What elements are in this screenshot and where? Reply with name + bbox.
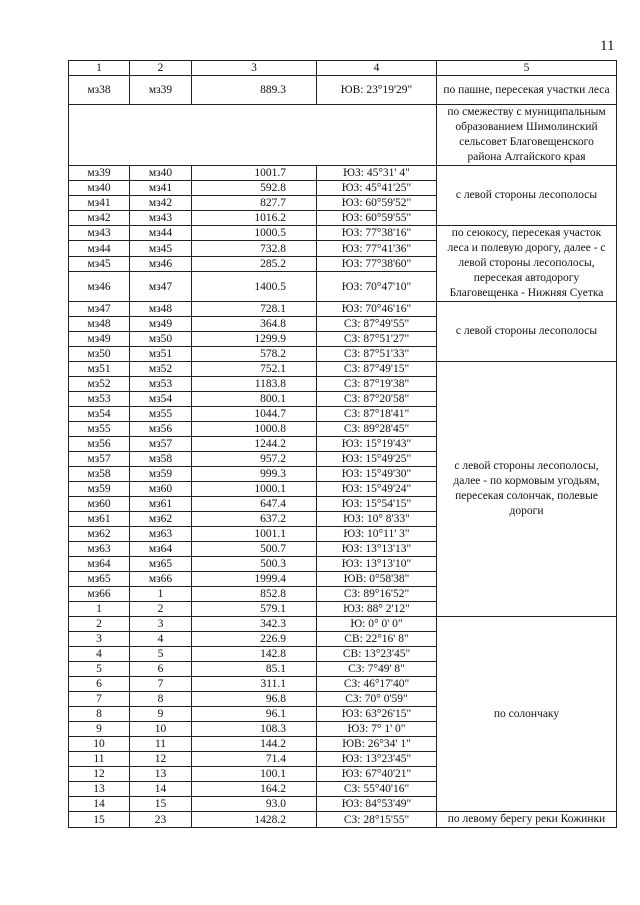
length-cell: 96.8: [192, 692, 317, 707]
to-point: 7: [130, 677, 192, 692]
from-point: мз42: [69, 211, 130, 226]
to-point: мз54: [130, 392, 192, 407]
to-point: мз53: [130, 377, 192, 392]
from-point: мз64: [69, 557, 130, 572]
from-point: мз38: [69, 76, 130, 105]
from-point: 6: [69, 677, 130, 692]
description-cell: по сеюкосу, пересекая участок леса и полевую дорогу, далее - с левой стороны лесополосы, пересекая автодорогу Благовещенка - Нижняя Суетка: [437, 226, 617, 302]
to-point: 2: [130, 602, 192, 617]
length-cell: 852.8: [192, 587, 317, 602]
to-point: 3: [130, 617, 192, 632]
description-cell: с левой стороны лесополосы, далее - по кормовым угодьям, пересекая солончак, полевые дороги: [437, 362, 617, 617]
description-cell: с левой стороны лесополосы: [437, 166, 617, 226]
direction-cell: ЮЗ: 60°59'52": [317, 196, 437, 211]
to-point: мз47: [130, 272, 192, 302]
from-point: мз44: [69, 241, 130, 256]
from-point: мз39: [69, 166, 130, 181]
to-point: мз59: [130, 467, 192, 482]
table-row: [69, 226, 617, 241]
direction-cell: ЮЗ: 15°19'43": [317, 437, 437, 452]
length-cell: 108.3: [192, 722, 317, 737]
direction-cell: СЗ: 55°40'16": [317, 782, 437, 797]
from-point: 8: [69, 707, 130, 722]
from-point: мз45: [69, 256, 130, 271]
direction-cell: ЮЗ: 13°23'45": [317, 752, 437, 767]
length-cell: 100.1: [192, 767, 317, 782]
from-point: 1: [69, 602, 130, 617]
length-cell: 96.1: [192, 707, 317, 722]
to-point: 10: [130, 722, 192, 737]
from-point: мз60: [69, 497, 130, 512]
from-point: 2: [69, 617, 130, 632]
to-point: мз46: [130, 256, 192, 271]
from-point: 7: [69, 692, 130, 707]
from-point: 13: [69, 782, 130, 797]
from-point: мз50: [69, 347, 130, 362]
length-cell: 1183.8: [192, 377, 317, 392]
from-point: мз46: [69, 272, 130, 302]
direction-cell: ЮЗ: 10°11' 3": [317, 527, 437, 542]
header-cell: 1: [69, 61, 130, 76]
to-point: мз44: [130, 226, 192, 241]
direction-cell: ЮЗ: 60°59'55": [317, 211, 437, 226]
direction-cell: СЗ: 46°17'40": [317, 677, 437, 692]
to-point: мз45: [130, 241, 192, 256]
length-cell: 311.1: [192, 677, 317, 692]
from-point: 4: [69, 647, 130, 662]
to-point: мз52: [130, 362, 192, 377]
table-row: [69, 617, 617, 632]
from-point: мз52: [69, 377, 130, 392]
length-cell: 957.2: [192, 452, 317, 467]
length-cell: 226.9: [192, 632, 317, 647]
length-cell: 93.0: [192, 797, 317, 812]
table-row: [69, 362, 617, 377]
direction-cell: ЮВ: 23°19'29": [317, 76, 437, 105]
direction-cell: СЗ: 87°18'41": [317, 407, 437, 422]
direction-cell: СЗ: 87°49'15": [317, 362, 437, 377]
direction-cell: СЗ: 70° 0'59": [317, 692, 437, 707]
merged-note-row: [69, 105, 617, 166]
from-point: 5: [69, 662, 130, 677]
direction-cell: ЮЗ: 88° 2'12": [317, 602, 437, 617]
length-cell: 752.1: [192, 362, 317, 377]
to-point: 6: [130, 662, 192, 677]
direction-cell: ЮЗ: 15°49'24": [317, 482, 437, 497]
from-point: 10: [69, 737, 130, 752]
from-point: мз66: [69, 587, 130, 602]
direction-cell: ЮЗ: 15°49'25": [317, 452, 437, 467]
length-cell: 999.3: [192, 467, 317, 482]
length-cell: 364.8: [192, 317, 317, 332]
length-cell: 800.1: [192, 392, 317, 407]
table-row: [69, 302, 617, 317]
direction-cell: СЗ: 87°20'58": [317, 392, 437, 407]
direction-cell: ЮЗ: 7° 1' 0": [317, 722, 437, 737]
to-point: мз43: [130, 211, 192, 226]
length-cell: 85.1: [192, 662, 317, 677]
to-point: 13: [130, 767, 192, 782]
direction-cell: ЮЗ: 45°41'25": [317, 181, 437, 196]
from-point: мз40: [69, 181, 130, 196]
direction-cell: ЮЗ: 13°13'13": [317, 542, 437, 557]
length-cell: 1999.4: [192, 572, 317, 587]
to-point: мз61: [130, 497, 192, 512]
header-cell: 2: [130, 61, 192, 76]
direction-cell: ЮЗ: 10° 8'33": [317, 512, 437, 527]
direction-cell: СЗ: 87°19'38": [317, 377, 437, 392]
direction-cell: СЗ: 89°28'45": [317, 422, 437, 437]
from-point: 15: [69, 812, 130, 828]
to-point: 1: [130, 587, 192, 602]
to-point: 5: [130, 647, 192, 662]
table-row: [69, 812, 617, 828]
direction-cell: ЮВ: 26°34' 1": [317, 737, 437, 752]
to-point: мз41: [130, 181, 192, 196]
length-cell: 285.2: [192, 256, 317, 271]
from-point: мз54: [69, 407, 130, 422]
boundary-table: [68, 60, 617, 828]
length-cell: 142.8: [192, 647, 317, 662]
length-cell: 728.1: [192, 302, 317, 317]
direction-cell: ЮЗ: 67°40'21": [317, 767, 437, 782]
to-point: мз40: [130, 166, 192, 181]
to-point: 23: [130, 812, 192, 828]
from-point: 3: [69, 632, 130, 647]
direction-cell: СЗ: 89°16'52": [317, 587, 437, 602]
direction-cell: ЮВ: 0°58'38": [317, 572, 437, 587]
length-cell: 1044.7: [192, 407, 317, 422]
from-point: мз49: [69, 332, 130, 347]
to-point: мз62: [130, 512, 192, 527]
direction-cell: ЮЗ: 70°46'16": [317, 302, 437, 317]
length-cell: 164.2: [192, 782, 317, 797]
direction-cell: ЮЗ: 70°47'10": [317, 272, 437, 302]
to-point: мз58: [130, 452, 192, 467]
to-point: 14: [130, 782, 192, 797]
length-cell: 827.7: [192, 196, 317, 211]
from-point: мз56: [69, 437, 130, 452]
to-point: мз48: [130, 302, 192, 317]
to-point: мз64: [130, 542, 192, 557]
length-cell: 647.4: [192, 497, 317, 512]
description-cell: по пашне, пересекая участки леса: [437, 76, 617, 105]
to-point: мз66: [130, 572, 192, 587]
to-point: 4: [130, 632, 192, 647]
direction-cell: ЮЗ: 77°38'16": [317, 226, 437, 241]
length-cell: 1016.2: [192, 211, 317, 226]
length-cell: 592.8: [192, 181, 317, 196]
from-point: мз65: [69, 572, 130, 587]
header-cell: 3: [192, 61, 317, 76]
to-point: мз51: [130, 347, 192, 362]
direction-cell: ЮЗ: 63°26'15": [317, 707, 437, 722]
length-cell: 637.2: [192, 512, 317, 527]
length-cell: 1400.5: [192, 272, 317, 302]
table-row: [69, 166, 617, 181]
to-point: 9: [130, 707, 192, 722]
direction-cell: СВ: 22°16' 8": [317, 632, 437, 647]
description-cell: по левому берегу реки Кожинки: [437, 812, 617, 828]
length-cell: 1000.5: [192, 226, 317, 241]
direction-cell: ЮЗ: 15°54'15": [317, 497, 437, 512]
to-point: мз63: [130, 527, 192, 542]
length-cell: 500.7: [192, 542, 317, 557]
direction-cell: СЗ: 87°51'27": [317, 332, 437, 347]
direction-cell: СЗ: 87°49'55": [317, 317, 437, 332]
page-number: 11: [600, 38, 615, 54]
length-cell: 732.8: [192, 241, 317, 256]
header-cell: 4: [317, 61, 437, 76]
direction-cell: СЗ: 7°49' 8": [317, 662, 437, 677]
description-cell: по солончаку: [437, 617, 617, 812]
from-point: 12: [69, 767, 130, 782]
length-cell: 578.2: [192, 347, 317, 362]
table-row: [69, 76, 617, 105]
header-row: [69, 61, 617, 76]
header-cell: 5: [437, 61, 617, 76]
direction-cell: ЮЗ: 45°31' 4": [317, 166, 437, 181]
to-point: мз49: [130, 317, 192, 332]
length-cell: 1001.7: [192, 166, 317, 181]
to-point: мз50: [130, 332, 192, 347]
direction-cell: СВ: 13°23'45": [317, 647, 437, 662]
from-point: 9: [69, 722, 130, 737]
direction-cell: ЮЗ: 84°53'49": [317, 797, 437, 812]
length-cell: 500.3: [192, 557, 317, 572]
length-cell: 1299.9: [192, 332, 317, 347]
length-cell: 1000.1: [192, 482, 317, 497]
direction-cell: СЗ: 28°15'55": [317, 812, 437, 828]
from-point: мз57: [69, 452, 130, 467]
to-point: 12: [130, 752, 192, 767]
from-point: 11: [69, 752, 130, 767]
direction-cell: ЮЗ: 77°41'36": [317, 241, 437, 256]
direction-cell: ЮЗ: 77°38'60": [317, 256, 437, 271]
from-point: мз48: [69, 317, 130, 332]
length-cell: 579.1: [192, 602, 317, 617]
to-point: мз55: [130, 407, 192, 422]
merged-note: по смежеству с муниципальным образованием Шимолинский сельсовет Благовещенского района Алтайского края: [437, 105, 617, 166]
length-cell: 342.3: [192, 617, 317, 632]
length-cell: 1001.1: [192, 527, 317, 542]
from-point: мз55: [69, 422, 130, 437]
direction-cell: СЗ: 87°51'33": [317, 347, 437, 362]
to-point: мз57: [130, 437, 192, 452]
to-point: 11: [130, 737, 192, 752]
to-point: мз39: [130, 76, 192, 105]
to-point: мз65: [130, 557, 192, 572]
from-point: мз47: [69, 302, 130, 317]
to-point: мз60: [130, 482, 192, 497]
direction-cell: ЮЗ: 13°13'10": [317, 557, 437, 572]
length-cell: 1244.2: [192, 437, 317, 452]
from-point: мз53: [69, 392, 130, 407]
from-point: мз62: [69, 527, 130, 542]
from-point: мз43: [69, 226, 130, 241]
from-point: мз63: [69, 542, 130, 557]
from-point: мз58: [69, 467, 130, 482]
length-cell: 144.2: [192, 737, 317, 752]
length-cell: 1428.2: [192, 812, 317, 828]
empty-merged-cell: [69, 105, 437, 166]
from-point: мз41: [69, 196, 130, 211]
length-cell: 889.3: [192, 76, 317, 105]
from-point: мз61: [69, 512, 130, 527]
to-point: мз56: [130, 422, 192, 437]
direction-cell: Ю: 0° 0' 0": [317, 617, 437, 632]
from-point: мз51: [69, 362, 130, 377]
to-point: 15: [130, 797, 192, 812]
from-point: мз59: [69, 482, 130, 497]
direction-cell: ЮЗ: 15°49'30": [317, 467, 437, 482]
length-cell: 71.4: [192, 752, 317, 767]
description-cell: с левой стороны лесополосы: [437, 302, 617, 362]
to-point: мз42: [130, 196, 192, 211]
to-point: 8: [130, 692, 192, 707]
from-point: 14: [69, 797, 130, 812]
length-cell: 1000.8: [192, 422, 317, 437]
